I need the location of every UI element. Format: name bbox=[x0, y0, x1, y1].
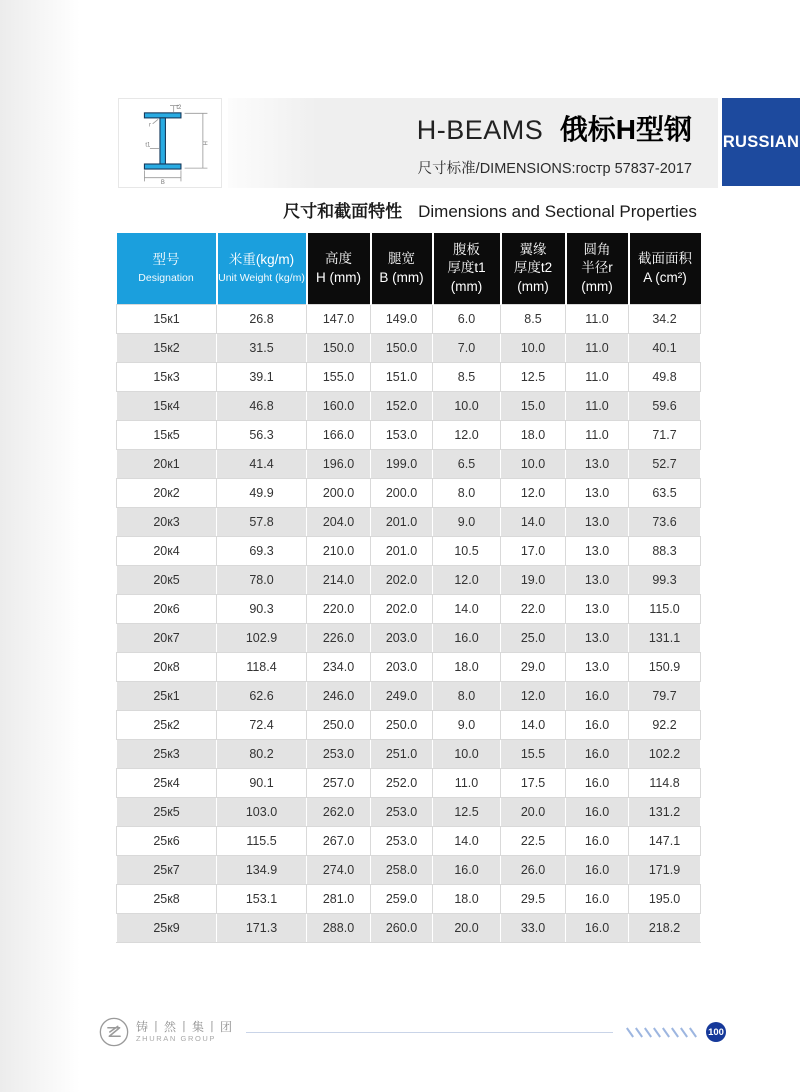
table-cell: 16.0 bbox=[566, 885, 629, 914]
table-cell: 52.7 bbox=[629, 450, 701, 479]
table-cell: 62.6 bbox=[217, 682, 307, 711]
table-cell: 147.0 bbox=[307, 305, 371, 334]
table-cell: 6.5 bbox=[433, 450, 501, 479]
table-cell: 34.2 bbox=[629, 305, 701, 334]
table-cell: 56.3 bbox=[217, 421, 307, 450]
table-row bbox=[117, 508, 701, 537]
designation-cell: 15к2 bbox=[117, 334, 217, 363]
table-cell: 153.0 bbox=[371, 421, 433, 450]
table-cell: 16.0 bbox=[433, 856, 501, 885]
table-cell: 149.0 bbox=[371, 305, 433, 334]
designation-cell: 25к2 bbox=[117, 711, 217, 740]
table-cell: 199.0 bbox=[371, 450, 433, 479]
table-row bbox=[117, 856, 701, 885]
table-cell: 9.0 bbox=[433, 508, 501, 537]
table-cell: 210.0 bbox=[307, 537, 371, 566]
table-cell: 8.5 bbox=[501, 305, 566, 334]
table-cell: 59.6 bbox=[629, 392, 701, 421]
header-cell-line: 厚度t2 bbox=[513, 260, 553, 276]
table-cell: 18.0 bbox=[501, 421, 566, 450]
table-cell: 78.0 bbox=[217, 566, 307, 595]
header-cell bbox=[307, 233, 371, 305]
footer-divider-line bbox=[246, 1032, 613, 1033]
designation-cell: 25к5 bbox=[117, 798, 217, 827]
slash-mark bbox=[644, 1027, 652, 1037]
table-cell: 72.4 bbox=[217, 711, 307, 740]
table-cell: 18.0 bbox=[433, 885, 501, 914]
table-cell: 114.8 bbox=[629, 769, 701, 798]
table-cell: 49.8 bbox=[629, 363, 701, 392]
table-cell: 102.2 bbox=[629, 740, 701, 769]
designation-cell: 20к5 bbox=[117, 566, 217, 595]
table-cell: 63.5 bbox=[629, 479, 701, 508]
table-cell: 13.0 bbox=[566, 508, 629, 537]
table-cell: 171.9 bbox=[629, 856, 701, 885]
header-cell-line: H (mm) bbox=[316, 269, 361, 285]
table-cell: 10.0 bbox=[433, 392, 501, 421]
table-cell: 234.0 bbox=[307, 653, 371, 682]
diagram-label-b: B bbox=[160, 180, 165, 185]
table-cell: 267.0 bbox=[307, 827, 371, 856]
designation-cell: 20к6 bbox=[117, 595, 217, 624]
table-cell: 13.0 bbox=[566, 537, 629, 566]
table-cell: 262.0 bbox=[307, 798, 371, 827]
table-cell: 16.0 bbox=[566, 827, 629, 856]
table-row bbox=[117, 479, 701, 508]
table-cell: 12.0 bbox=[501, 682, 566, 711]
page-number-badge: 100 bbox=[706, 1022, 726, 1042]
table-cell: 257.0 bbox=[307, 769, 371, 798]
table-cell: 46.8 bbox=[217, 392, 307, 421]
header-cell-line: 高度 bbox=[325, 251, 352, 267]
slash-mark bbox=[671, 1027, 679, 1037]
table-cell: 11.0 bbox=[566, 392, 629, 421]
table-row bbox=[117, 827, 701, 856]
table-cell: 17.5 bbox=[501, 769, 566, 798]
table-cell: 33.0 bbox=[501, 914, 566, 943]
table-cell: 252.0 bbox=[371, 769, 433, 798]
header-cell-line: 米重(kg/m) bbox=[228, 252, 295, 268]
logo-text bbox=[136, 1021, 234, 1043]
table-cell: 16.0 bbox=[566, 914, 629, 943]
table-cell: 195.0 bbox=[629, 885, 701, 914]
table-cell: 246.0 bbox=[307, 682, 371, 711]
table-cell: 20.0 bbox=[433, 914, 501, 943]
table-cell: 17.0 bbox=[501, 537, 566, 566]
diagram-label-h: H bbox=[200, 141, 207, 146]
table-cell: 13.0 bbox=[566, 479, 629, 508]
table-row bbox=[117, 682, 701, 711]
table-cell: 131.2 bbox=[629, 798, 701, 827]
header-cell bbox=[433, 233, 501, 305]
header-cell bbox=[501, 233, 566, 305]
table-cell: 12.0 bbox=[501, 479, 566, 508]
table-cell: 13.0 bbox=[566, 595, 629, 624]
table-cell: 40.1 bbox=[629, 334, 701, 363]
table-cell: 202.0 bbox=[371, 566, 433, 595]
designation-cell: 15к3 bbox=[117, 363, 217, 392]
table-cell: 214.0 bbox=[307, 566, 371, 595]
logo-name-chinese: 铸丨然丨集丨团 bbox=[136, 1019, 235, 1034]
table-cell: 160.0 bbox=[307, 392, 371, 421]
designation-cell: 15к4 bbox=[117, 392, 217, 421]
table-cell: 69.3 bbox=[217, 537, 307, 566]
header-cell-line: 圆角 bbox=[583, 242, 611, 258]
table-cell: 16.0 bbox=[566, 682, 629, 711]
table-cell: 200.0 bbox=[371, 479, 433, 508]
table-cell: 13.0 bbox=[566, 450, 629, 479]
table-cell: 134.9 bbox=[217, 856, 307, 885]
table-cell: 92.2 bbox=[629, 711, 701, 740]
table-cell: 171.3 bbox=[217, 914, 307, 943]
header-cell-line: 截面面积 bbox=[638, 251, 692, 267]
table-row bbox=[117, 392, 701, 421]
table-cell: 249.0 bbox=[371, 682, 433, 711]
table-row bbox=[117, 740, 701, 769]
table-cell: 80.2 bbox=[217, 740, 307, 769]
table-cell: 16.0 bbox=[566, 711, 629, 740]
diagram-label-t2: t2 bbox=[176, 105, 182, 112]
table-cell: 39.1 bbox=[217, 363, 307, 392]
header-cell bbox=[117, 233, 217, 305]
table-cell: 41.4 bbox=[217, 450, 307, 479]
table-cell: 6.0 bbox=[433, 305, 501, 334]
table-cell: 88.3 bbox=[629, 537, 701, 566]
table-cell: 31.5 bbox=[217, 334, 307, 363]
table-cell: 202.0 bbox=[371, 595, 433, 624]
header-cell-line: A (cm²) bbox=[643, 269, 687, 285]
zhuran-logo-icon bbox=[98, 1016, 130, 1048]
table-cell: 226.0 bbox=[307, 624, 371, 653]
table-cell: 9.0 bbox=[433, 711, 501, 740]
table-cell: 11.0 bbox=[433, 769, 501, 798]
table-cell: 19.0 bbox=[501, 566, 566, 595]
table-cell: 14.0 bbox=[433, 595, 501, 624]
table-cell: 11.0 bbox=[566, 334, 629, 363]
region-tag: RUSSIAN bbox=[722, 98, 800, 186]
table-cell: 196.0 bbox=[307, 450, 371, 479]
table-cell: 16.0 bbox=[566, 798, 629, 827]
table-cell: 251.0 bbox=[371, 740, 433, 769]
designation-cell: 20к3 bbox=[117, 508, 217, 537]
footer-slash-decoration bbox=[629, 1027, 694, 1038]
table-cell: 155.0 bbox=[307, 363, 371, 392]
table-cell: 14.0 bbox=[501, 508, 566, 537]
header-cell-line: 厚度t1 bbox=[447, 260, 486, 276]
table-cell: 13.0 bbox=[566, 624, 629, 653]
table-cell: 103.0 bbox=[217, 798, 307, 827]
section-title bbox=[283, 197, 697, 222]
slash-mark bbox=[653, 1027, 661, 1037]
table-row bbox=[117, 595, 701, 624]
page-header bbox=[118, 98, 800, 188]
table-cell: 150.0 bbox=[371, 334, 433, 363]
table-cell: 57.8 bbox=[217, 508, 307, 537]
table-cell: 99.3 bbox=[629, 566, 701, 595]
table-cell: 250.0 bbox=[307, 711, 371, 740]
table-cell: 8.0 bbox=[433, 682, 501, 711]
table-cell: 11.0 bbox=[566, 305, 629, 334]
table-cell: 73.6 bbox=[629, 508, 701, 537]
header-cell bbox=[566, 233, 629, 305]
table-cell: 79.7 bbox=[629, 682, 701, 711]
header-cell-line: 型号 bbox=[152, 252, 180, 268]
table-cell: 281.0 bbox=[307, 885, 371, 914]
page-edge-shade bbox=[0, 0, 80, 1092]
page-footer bbox=[98, 1010, 726, 1054]
table-header-row bbox=[117, 233, 701, 305]
table-cell: 200.0 bbox=[307, 479, 371, 508]
table-row bbox=[117, 798, 701, 827]
table-cell: 253.0 bbox=[371, 827, 433, 856]
table-cell: 13.0 bbox=[566, 566, 629, 595]
header-cell-subline: Unit Weight (kg/m) bbox=[218, 272, 305, 285]
table-cell: 118.4 bbox=[217, 653, 307, 682]
diagram-label-r: r bbox=[149, 122, 151, 129]
designation-cell: 25к7 bbox=[117, 856, 217, 885]
table-cell: 29.0 bbox=[501, 653, 566, 682]
table-cell: 11.0 bbox=[566, 363, 629, 392]
table-cell: 166.0 bbox=[307, 421, 371, 450]
table-cell: 274.0 bbox=[307, 856, 371, 885]
title-english: H-BEAMS bbox=[416, 115, 544, 145]
header-cell-line: 翼缘 bbox=[519, 242, 547, 258]
section-title-english: Dimensions and Sectional Properties bbox=[418, 202, 697, 221]
designation-cell: 20к8 bbox=[117, 653, 217, 682]
dimension-standard: 尺寸标准/DIMENSIONS:гостр 57837-2017 bbox=[417, 161, 692, 177]
table-row bbox=[117, 363, 701, 392]
table-cell: 71.7 bbox=[629, 421, 701, 450]
table-cell: 16.0 bbox=[566, 769, 629, 798]
designation-cell: 25к3 bbox=[117, 740, 217, 769]
table-cell: 90.3 bbox=[217, 595, 307, 624]
table-cell: 10.0 bbox=[501, 334, 566, 363]
table-cell: 13.0 bbox=[566, 653, 629, 682]
table-cell: 22.5 bbox=[501, 827, 566, 856]
header-cell-line: B (mm) bbox=[379, 269, 424, 285]
table-cell: 16.0 bbox=[566, 740, 629, 769]
table-cell: 8.0 bbox=[433, 479, 501, 508]
slash-mark bbox=[635, 1027, 643, 1037]
logo-name-english: ZHURAN GROUP bbox=[136, 1033, 217, 1043]
table-cell: 152.0 bbox=[371, 392, 433, 421]
table-cell: 10.5 bbox=[433, 537, 501, 566]
table-cell: 10.0 bbox=[501, 450, 566, 479]
table-cell: 201.0 bbox=[371, 537, 433, 566]
header-cell-line: 腿宽 bbox=[388, 251, 415, 267]
slash-mark bbox=[680, 1027, 688, 1037]
table-cell: 90.1 bbox=[217, 769, 307, 798]
designation-cell: 25к9 bbox=[117, 914, 217, 943]
table-cell: 25.0 bbox=[501, 624, 566, 653]
table-cell: 12.0 bbox=[433, 566, 501, 595]
title-chinese: 俄标H型钢 bbox=[559, 114, 692, 145]
table-cell: 26.0 bbox=[501, 856, 566, 885]
table-cell: 259.0 bbox=[371, 885, 433, 914]
slash-mark bbox=[662, 1027, 670, 1037]
table-cell: 288.0 bbox=[307, 914, 371, 943]
table-cell: 253.0 bbox=[371, 798, 433, 827]
header-cell bbox=[217, 233, 307, 305]
table-row bbox=[117, 653, 701, 682]
table-row bbox=[117, 914, 701, 943]
slash-mark bbox=[626, 1027, 634, 1037]
header-cell-line: 腹板 bbox=[453, 242, 480, 258]
table-cell: 11.0 bbox=[566, 421, 629, 450]
table-row bbox=[117, 421, 701, 450]
section-title-chinese: 尺寸和截面特性 bbox=[283, 202, 403, 221]
table-cell: 8.5 bbox=[433, 363, 501, 392]
table-cell: 18.0 bbox=[433, 653, 501, 682]
designation-cell: 25к8 bbox=[117, 885, 217, 914]
designation-cell: 20к1 bbox=[117, 450, 217, 479]
table-cell: 22.0 bbox=[501, 595, 566, 624]
h-beam-section-icon bbox=[122, 101, 218, 185]
table-cell: 12.5 bbox=[433, 798, 501, 827]
table-cell: 26.8 bbox=[217, 305, 307, 334]
header-cell-line: (mm) bbox=[517, 278, 549, 294]
table-row bbox=[117, 711, 701, 740]
title-band bbox=[228, 98, 718, 188]
table-cell: 153.1 bbox=[217, 885, 307, 914]
table-cell: 201.0 bbox=[371, 508, 433, 537]
header-cell bbox=[629, 233, 701, 305]
table-cell: 203.0 bbox=[371, 624, 433, 653]
designation-cell: 15к1 bbox=[117, 305, 217, 334]
table-cell: 150.0 bbox=[307, 334, 371, 363]
table-cell: 151.0 bbox=[371, 363, 433, 392]
table-cell: 131.1 bbox=[629, 624, 701, 653]
designation-cell: 20к4 bbox=[117, 537, 217, 566]
table-cell: 218.2 bbox=[629, 914, 701, 943]
table-cell: 7.0 bbox=[433, 334, 501, 363]
table-cell: 258.0 bbox=[371, 856, 433, 885]
table-cell: 12.5 bbox=[501, 363, 566, 392]
table-row bbox=[117, 885, 701, 914]
designation-cell: 20к2 bbox=[117, 479, 217, 508]
designation-cell: 20к7 bbox=[117, 624, 217, 653]
table-cell: 10.0 bbox=[433, 740, 501, 769]
designation-cell: 15к5 bbox=[117, 421, 217, 450]
header-cell-line: (mm) bbox=[581, 278, 613, 294]
table-cell: 115.0 bbox=[629, 595, 701, 624]
table-cell: 29.5 bbox=[501, 885, 566, 914]
header-cell-subline: Designation bbox=[138, 272, 194, 285]
table-cell: 253.0 bbox=[307, 740, 371, 769]
table-row bbox=[117, 537, 701, 566]
slash-mark bbox=[689, 1027, 697, 1037]
designation-cell: 25к4 bbox=[117, 769, 217, 798]
table-row bbox=[117, 334, 701, 363]
table-cell: 115.5 bbox=[217, 827, 307, 856]
page-title bbox=[417, 108, 692, 148]
table-cell: 250.0 bbox=[371, 711, 433, 740]
header-cell-line: (mm) bbox=[450, 278, 483, 294]
table-row bbox=[117, 624, 701, 653]
header-cell-line: 半径r bbox=[581, 260, 613, 276]
table-cell: 14.0 bbox=[433, 827, 501, 856]
table-cell: 49.9 bbox=[217, 479, 307, 508]
h-beam-spec-table bbox=[116, 233, 701, 943]
table-cell: 150.9 bbox=[629, 653, 701, 682]
table-cell: 15.0 bbox=[501, 392, 566, 421]
table-cell: 16.0 bbox=[566, 856, 629, 885]
table-cell: 260.0 bbox=[371, 914, 433, 943]
designation-cell: 25к1 bbox=[117, 682, 217, 711]
table-cell: 220.0 bbox=[307, 595, 371, 624]
table-row bbox=[117, 305, 701, 334]
table-cell: 20.0 bbox=[501, 798, 566, 827]
table-cell: 147.1 bbox=[629, 827, 701, 856]
table-cell: 15.5 bbox=[501, 740, 566, 769]
table-cell: 204.0 bbox=[307, 508, 371, 537]
table-cell: 14.0 bbox=[501, 711, 566, 740]
table-row bbox=[117, 769, 701, 798]
table-row bbox=[117, 566, 701, 595]
table-row bbox=[117, 450, 701, 479]
h-beam-diagram bbox=[118, 98, 222, 188]
designation-cell: 25к6 bbox=[117, 827, 217, 856]
table-cell: 102.9 bbox=[217, 624, 307, 653]
table-cell: 16.0 bbox=[433, 624, 501, 653]
table-cell: 203.0 bbox=[371, 653, 433, 682]
diagram-label-t1: t1 bbox=[145, 142, 151, 149]
header-cell bbox=[371, 233, 433, 305]
table-cell: 12.0 bbox=[433, 421, 501, 450]
